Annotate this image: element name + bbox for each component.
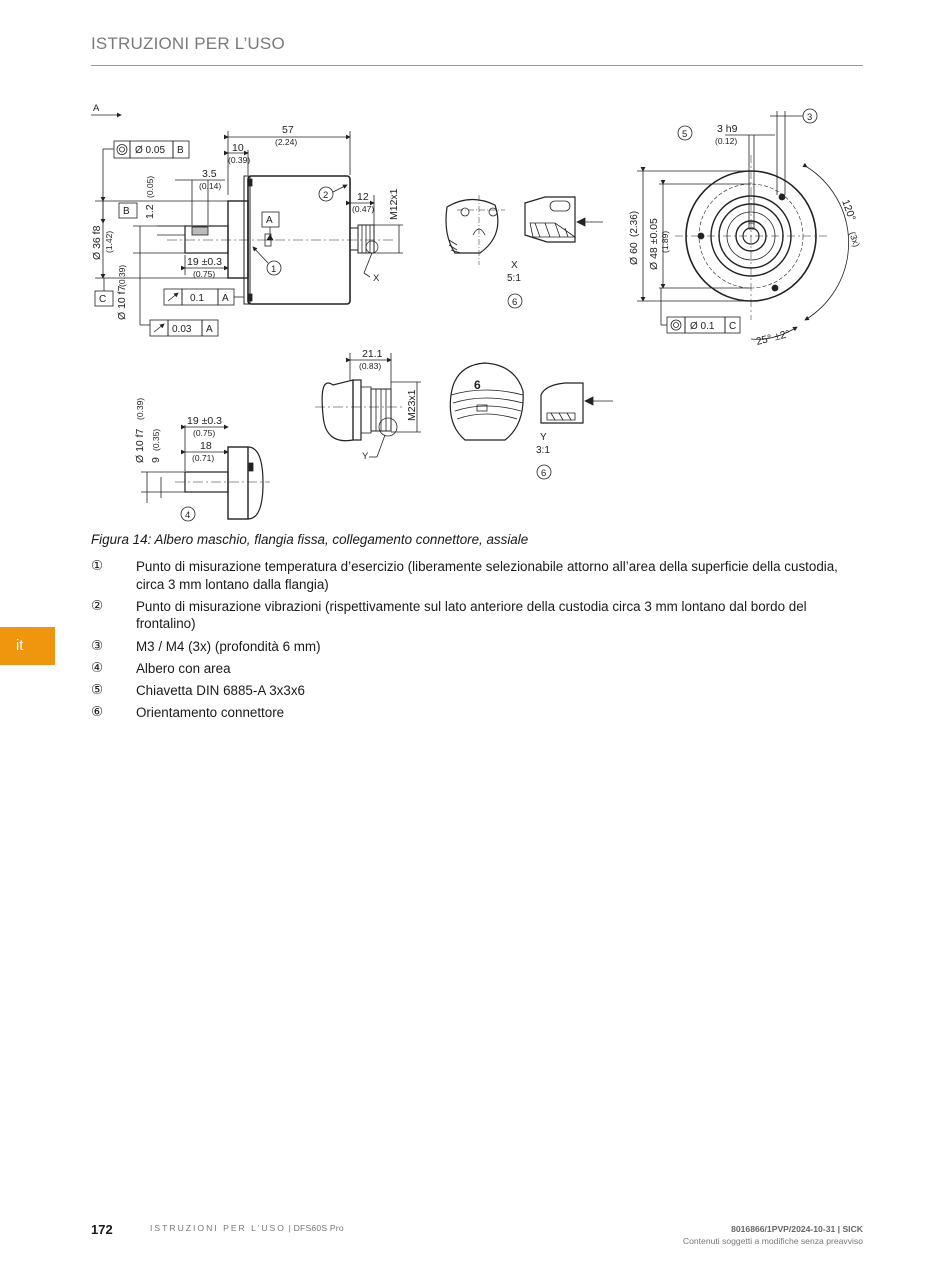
- datum-b-box: B: [123, 206, 130, 217]
- dim-dia-60-in: (2.36): [629, 210, 640, 237]
- figure-legend: [91, 558, 866, 726]
- dim-dia-48: Ø 48 ±0.05: [648, 218, 660, 270]
- legend-text: Punto di misurazione temperatura d’esercizio (liberamente selezionabile attorno all’area della superficie della custodia, circa 3 mm lontano dalla flangia): [136, 559, 838, 592]
- dim-1-2: 1.2: [144, 204, 156, 219]
- tol-runout1-value: 0.1: [190, 293, 204, 304]
- footer-title: ISTRUZIONI PER L’USO: [150, 1223, 286, 1233]
- legend-text: Orientamento connettore: [136, 705, 285, 721]
- detail-y-marker: Y: [362, 451, 369, 462]
- dim-angle-25: 25° ±2°: [754, 327, 792, 348]
- detail-x-view: [446, 195, 603, 265]
- callout-5: 5: [682, 129, 688, 140]
- legend-number: ②: [91, 597, 104, 614]
- footer-doc-title: [150, 1223, 344, 1233]
- dim-key-width: 3 h9: [717, 123, 738, 135]
- datum-a-box: A: [266, 215, 273, 226]
- dim-21-1: 21.1: [362, 348, 383, 360]
- encoder-front-view: [675, 155, 830, 320]
- tol-runout2-value: 0.03: [172, 324, 192, 335]
- footer-separator-right: |: [835, 1224, 843, 1234]
- dim-12: 12: [357, 191, 369, 203]
- callout-2: 2: [323, 190, 329, 201]
- detail-x-marker: X: [373, 273, 380, 284]
- figure-caption: Figura 14: Albero maschio, flangia fissa, collegamento connettore, assiale: [91, 532, 529, 547]
- legend-item: [91, 704, 866, 722]
- dim-dia-60: Ø 60: [628, 242, 640, 265]
- dim-10-in: (0.39): [228, 155, 251, 165]
- shaft-area-view: [175, 447, 270, 519]
- footer-doc-id-line: [683, 1223, 863, 1235]
- page-header-title: ISTRUZIONI PER L’USO: [91, 34, 285, 53]
- dim-19-in: (0.75): [193, 269, 216, 279]
- dim-3-5-in: (0.14): [199, 181, 222, 191]
- legend-text: M3 / M4 (3x) (profondità 6 mm): [136, 638, 321, 654]
- detail-y-scale: 3:1: [536, 445, 550, 456]
- tol-runout1-ref: A: [222, 293, 229, 304]
- dim-dia-36-in: (1.42): [104, 230, 114, 253]
- dim-shaft-dia-10-in: (0.39): [135, 397, 145, 420]
- legend-number: ③: [91, 637, 104, 654]
- page-number: 172: [91, 1222, 113, 1237]
- tol-runout2-ref: A: [206, 324, 213, 335]
- language-tab: it: [0, 627, 55, 665]
- connector-dial-mark: 6: [474, 378, 481, 392]
- dim-57-in: (2.24): [275, 137, 298, 147]
- thread-m12: M12x1: [388, 188, 400, 220]
- tol-concentric-ref: B: [177, 145, 184, 156]
- legend-text: Albero con area: [136, 660, 231, 676]
- dim-angle-120-note: (3x): [847, 230, 862, 249]
- dim-3-5: 3.5: [202, 168, 217, 180]
- detail-x-scale: 5:1: [507, 273, 521, 284]
- dim-dia-36: Ø 36 f8: [91, 225, 103, 260]
- legend-number: ⑤: [91, 681, 104, 698]
- dimension-drawing-svg: [85, 95, 870, 530]
- dim-angle-120: 120°: [839, 197, 858, 223]
- footer-doc-id: 8016866/1PVP/2024-10-31: [731, 1224, 836, 1234]
- dim-21-1-in: (0.83): [359, 361, 382, 371]
- dim-shaft-dia-9: 9: [150, 457, 162, 463]
- datum-c-box: C: [99, 294, 107, 305]
- dim-shaft-dia-9-in: (0.35): [151, 428, 161, 451]
- legend-number: ⑥: [91, 704, 104, 721]
- dim-shaft-18: 18: [200, 440, 212, 452]
- tol-concentric-c-value: Ø 0.1: [690, 321, 715, 332]
- dim-dia-48-in: (1.89): [660, 230, 670, 253]
- callout-6-top: 6: [512, 297, 518, 308]
- legend-text: Punto di misurazione vibrazioni (rispettivamente sul lato anteriore della custodia circa 3 mm lontano dal bordo del frontalino): [136, 598, 807, 632]
- detail-y-label: Y: [540, 432, 547, 443]
- legend-item: [91, 682, 866, 700]
- footer-meta: [683, 1223, 863, 1247]
- legend-item: [91, 660, 866, 678]
- callout-4: 4: [185, 510, 191, 521]
- dim-dia-10: Ø 10 f7: [116, 285, 128, 320]
- dim-dia-10-in: (0.39): [117, 264, 127, 287]
- legend-number: ①: [91, 558, 104, 574]
- dim-1-2-in: (0.05): [145, 175, 155, 198]
- dim-shaft-19-in: (0.75): [193, 428, 216, 438]
- footer-notice: Contenuti soggetti a modifiche senza preavviso: [682, 1236, 863, 1246]
- footer-separator: |: [285, 1223, 294, 1233]
- dim-19: 19 ±0.3: [187, 256, 222, 268]
- legend-text: Chiavetta DIN 6885-A 3x3x6: [136, 682, 305, 698]
- detail-y-view: [450, 363, 613, 440]
- dim-57: 57: [282, 124, 294, 136]
- dim-shaft-dia-10: Ø 10 f7: [134, 428, 146, 463]
- callout-3: 3: [807, 112, 813, 123]
- legend-item: [91, 638, 866, 656]
- dim-key-width-in: (0.12): [715, 136, 738, 146]
- dim-10: 10: [232, 142, 244, 154]
- dim-12-in: (0.47): [352, 204, 375, 214]
- tol-concentric-value: Ø 0.05: [135, 145, 166, 156]
- footer-product: DFS60S Pro: [293, 1223, 344, 1233]
- tol-concentric-c-ref: C: [729, 321, 737, 332]
- legend-number: ④: [91, 659, 104, 676]
- callout-1: 1: [271, 264, 277, 275]
- legend-item: [91, 598, 866, 633]
- footer-brand: SICK: [842, 1224, 863, 1234]
- legend-item: [91, 558, 866, 593]
- detail-x-label: X: [511, 260, 518, 271]
- callout-6-bottom: 6: [541, 468, 547, 479]
- dim-shaft-18-in: (0.71): [192, 453, 215, 463]
- technical-drawing: [85, 95, 870, 530]
- datum-arrow-a: A: [93, 103, 100, 114]
- header-rule: [91, 65, 863, 66]
- dim-shaft-19: 19 ±0.3: [187, 415, 222, 427]
- thread-m23: M23x1: [406, 389, 418, 421]
